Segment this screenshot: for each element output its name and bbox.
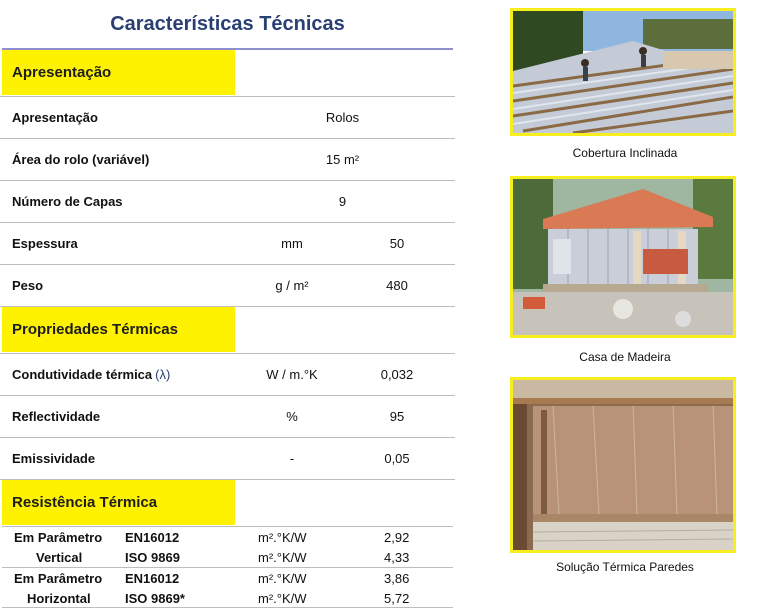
norm-label: EN16012	[125, 570, 180, 586]
norm-value: 2,92	[384, 529, 410, 545]
spec-value: 15 m²	[325, 152, 360, 167]
spec-label: Espessura	[12, 236, 78, 251]
spec-unit: mm	[281, 236, 303, 251]
spec-row-reflectividade	[0, 396, 455, 438]
house-photo	[510, 176, 736, 338]
section-header: Apresentação	[2, 50, 235, 95]
spec-unit: %	[286, 409, 298, 424]
house-caption: Casa de Madeira	[579, 350, 671, 364]
spec-unit: W / m.°K	[266, 367, 318, 382]
lambda-symbol: (λ)	[155, 367, 171, 382]
roof-caption: Cobertura Inclinada	[572, 146, 678, 160]
spec-label: Apresentação	[12, 110, 98, 125]
section-apresentacao	[0, 50, 455, 97]
spec-row-peso	[0, 265, 455, 307]
section-resistencia	[0, 480, 455, 526]
norm-value: 5,72	[384, 590, 410, 606]
norm-label: ISO 9869	[125, 549, 180, 565]
house-image	[513, 179, 733, 335]
spec-unit: g / m²	[275, 278, 309, 293]
spec-label: Emissividade	[12, 451, 96, 466]
norm-unit: m².°K/W	[258, 590, 307, 606]
wall-caption: Solução Térmica Paredes	[556, 560, 694, 574]
page-title: Características Técnicas	[110, 12, 345, 35]
roof-image	[513, 11, 733, 133]
norm-unit: m².°K/W	[258, 570, 307, 586]
param-horizontal-line1: Em Parâmetro	[14, 570, 103, 586]
norm-label: ISO 9869*	[125, 590, 185, 606]
spec-label: Área do rolo (variável)	[12, 152, 150, 167]
spec-row-apresentacao	[0, 97, 455, 139]
spec-value: 9	[338, 194, 347, 209]
spec-row-area	[0, 139, 455, 181]
norm-value: 4,33	[384, 549, 410, 565]
spec-unit: -	[289, 451, 295, 466]
spec-value: 50	[389, 236, 405, 251]
param-vertical-line2: Vertical	[36, 549, 83, 565]
spec-row-espessura	[0, 223, 455, 265]
norm-label: EN16012	[125, 529, 180, 545]
norm-value: 3,86	[384, 570, 410, 586]
spec-value: Rolos	[325, 110, 360, 125]
norm-unit: m².°K/W	[258, 549, 307, 565]
spec-value: 480	[386, 278, 408, 293]
spec-value: 0,05	[384, 451, 410, 466]
spec-label-text: Condutividade térmica	[12, 367, 153, 382]
norm-unit: m².°K/W	[258, 529, 307, 545]
spec-label: Peso	[12, 278, 44, 293]
section-header: Propriedades Térmicas	[2, 307, 235, 352]
roof-photo	[510, 8, 736, 136]
wall-image	[513, 380, 733, 550]
spec-row-emissividade	[0, 438, 455, 480]
spec-value: 0,032	[380, 367, 414, 382]
resistance-table	[0, 526, 455, 608]
spec-row-capas	[0, 181, 455, 223]
wall-photo	[510, 377, 736, 553]
spec-value: 95	[389, 409, 405, 424]
spec-row-condutividade	[0, 354, 455, 396]
param-vertical-line1: Em Parâmetro	[14, 529, 103, 545]
section-header: Resistência Térmica	[2, 480, 235, 525]
spec-label: Número de Capas	[12, 194, 123, 209]
section-termicas	[0, 307, 455, 354]
param-horizontal-line2: Horizontal	[27, 590, 91, 606]
spec-label	[12, 354, 170, 395]
spec-label: Reflectividade	[12, 409, 101, 424]
